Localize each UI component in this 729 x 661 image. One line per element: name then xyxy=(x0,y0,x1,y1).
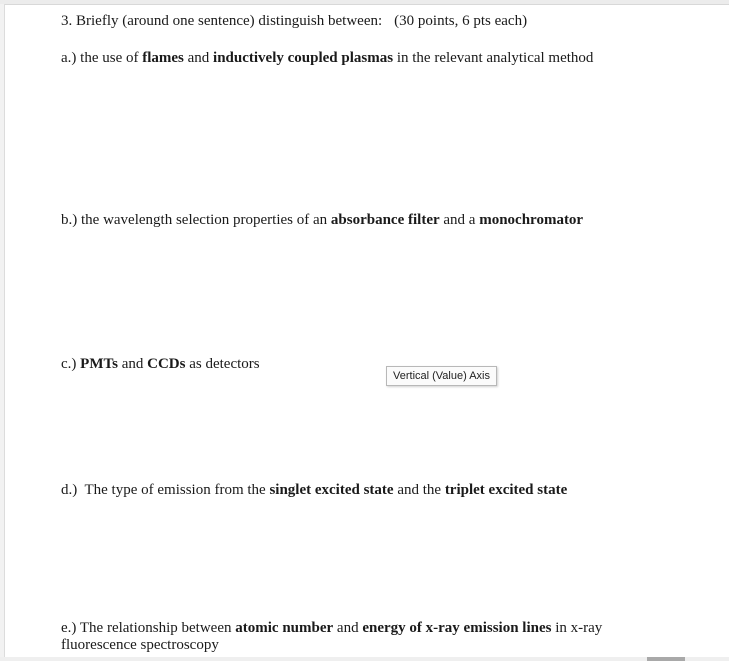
question-a-prefix: a.) the use of xyxy=(61,50,143,66)
left-border xyxy=(0,4,5,661)
question-e xyxy=(61,620,681,654)
question-d-prefix: d.) The type of emission from the xyxy=(61,482,270,498)
question-d-term2: triplet excited state xyxy=(444,482,568,498)
top-border xyxy=(0,0,729,5)
heading-points: (30 points, 6 pts each) xyxy=(394,13,528,29)
question-c-term2: CCDs xyxy=(147,356,186,372)
question-c-mid: and xyxy=(117,356,148,372)
question-a-suffix: in the relevant analytical method xyxy=(393,50,594,66)
question-e-suffix: in x-ray fluorescence spectroscopy xyxy=(61,620,603,653)
question-e-mid: and xyxy=(333,620,363,636)
question-e-term1: atomic number xyxy=(235,620,334,636)
question-e-prefix: e.) The relationship between xyxy=(61,620,236,636)
question-heading xyxy=(61,12,527,30)
question-c xyxy=(61,355,260,373)
question-c-term1: PMTs xyxy=(80,356,118,372)
question-d-mid: and the xyxy=(393,482,445,498)
question-d xyxy=(61,481,567,499)
question-d-term1: singlet excited state xyxy=(269,482,394,498)
question-b-prefix: b.) the wavelength selection properties of an xyxy=(61,212,331,228)
question-a-term2: inductively coupled plasmas xyxy=(213,50,394,66)
chart-axis-tooltip: Vertical (Value) Axis xyxy=(386,366,497,386)
question-e-term2: energy of x-ray emission lines xyxy=(362,620,552,636)
question-b-term2: monochromator xyxy=(479,212,584,228)
question-b-term1: absorbance filter xyxy=(330,212,440,228)
question-a xyxy=(61,49,593,67)
question-b-mid: and a xyxy=(439,212,480,228)
horizontal-scrollbar-thumb[interactable] xyxy=(647,657,685,661)
question-a-mid: and xyxy=(183,50,214,66)
heading-text: 3. Briefly (around one sentence) distinguish between: xyxy=(61,13,383,29)
question-b xyxy=(61,211,583,229)
question-c-suffix: as detectors xyxy=(185,356,260,372)
question-c-prefix: c.) xyxy=(61,356,81,372)
question-a-term1: flames xyxy=(142,50,184,66)
horizontal-scrollbar-track[interactable] xyxy=(0,657,729,661)
